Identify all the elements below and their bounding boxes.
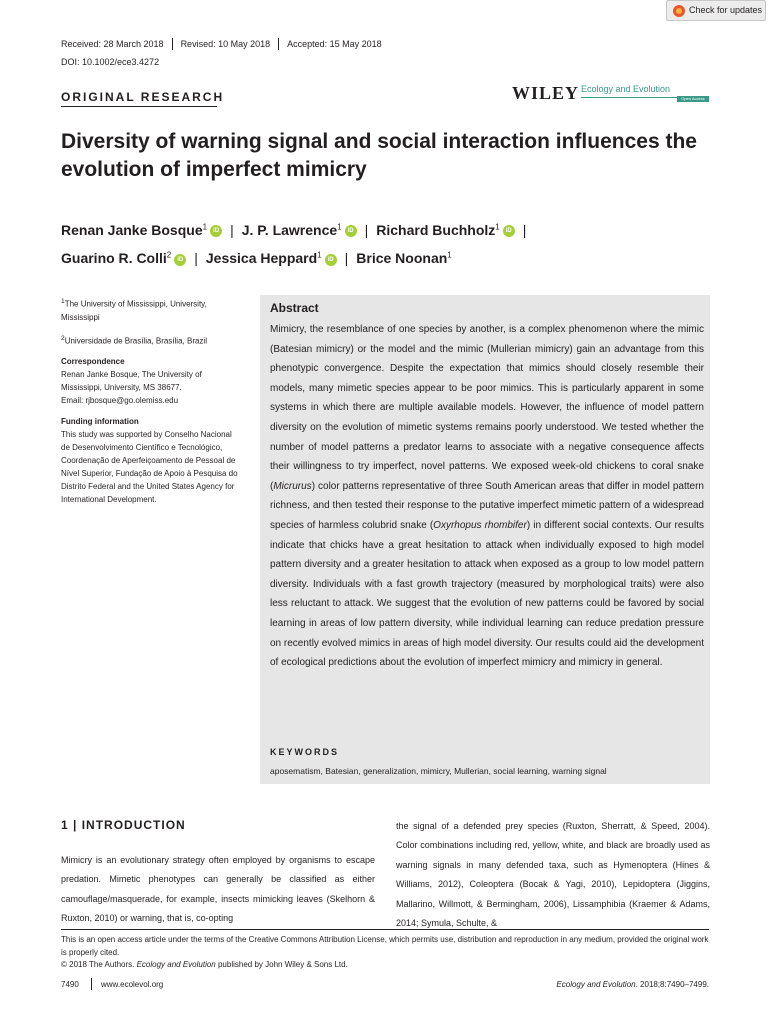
affiliation-1: $^1$The University of Mississippi, University, Mississippi <box>61 298 207 322</box>
copyright: © 2018 The Authors. Ecology and Evolution published by John Wiley & Sons Ltd. <box>61 960 348 969</box>
orcid-icon[interactable]: iD <box>503 225 515 237</box>
license-text: This is an open access article under the terms of the Creative Commons Attribution License, which permits use, distribution and reproduction in any medium, provided the original work is properly cited. <box>61 935 709 957</box>
publisher-logo: WILEY <box>512 83 580 103</box>
section-divider <box>61 106 217 107</box>
section-label: ORIGINAL RESEARCH <box>61 90 225 104</box>
revised-date: Revised: 10 May 2018 <box>172 38 279 50</box>
author[interactable]: Guarino R. Colli$^2$ <box>61 250 172 267</box>
author[interactable]: J. P. Lawrence$^1$ <box>241 221 342 238</box>
check-for-updates-button[interactable] <box>666 0 766 21</box>
page-number: 7490 <box>61 980 79 989</box>
keywords-text: aposematism, Batesian, generalization, mimicry, Mullerian, social learning, warning signal <box>270 766 607 776</box>
accepted-date: Accepted: 15 May 2018 <box>278 38 390 50</box>
author-list: Renan Janke Bosque$^1$ iD | J. P. Lawrence$^1$ iD | Richard Buchholz$^1$ iD | Guarino R. Colli$^2$ iD | Jessica Heppard$^1$ iD | Brice Noonan$^1$ <box>61 221 527 267</box>
article-dates <box>61 38 390 50</box>
affiliation-2: $^2$Universidade de Brasília, Brasília, Brazil <box>61 334 207 346</box>
correspondence-text: Renan Janke Bosque, The University of Mississippi, University, MS 38677. <box>61 370 202 393</box>
journal-name: Ecology and Evolution <box>581 84 671 94</box>
orcid-icon[interactable]: iD <box>345 225 357 237</box>
orcid-icon[interactable]: iD <box>174 254 186 266</box>
intro-column-2: the signal of a defended prey species (Ruxton, Sherratt, & Speed, 2004). Color combinations including red, yellow, white, and black are broadly used as warning signals in many defended taxa, such as Hymenoptera (Hines & Williams, 2012), Coleoptera (Bocak & Yagi, 2010), Lepidoptera (Jiggins, Mallarino, Willmott, & Bermingham, 2006), Lissamphibia (Kraemer & Adams, 2014; Symula, Schulte, & <box>396 821 710 929</box>
license-note <box>61 934 709 972</box>
author[interactable]: Jessica Heppard$^1$ <box>205 250 322 267</box>
article-title: Diversity of warning signal and social interaction influences the evolution of imperfect mimicry <box>61 130 697 181</box>
received-date: Received: 28 March 2018 <box>61 39 164 49</box>
funding-text: This study was supported by Conselho Nacional de Desenvolvimento Científico e Tecnológico, Coordenação de Aperfeiçoamento de Pessoal de Nível Superior, Fundação de Apoio à Pesquisa do Distrito Federal and the United States Agency for International Development. <box>61 430 238 505</box>
check-updates-label: Check for updates <box>689 5 763 15</box>
orcid-icon[interactable]: iD <box>325 254 337 266</box>
correspondence-heading: Correspondence <box>61 357 125 367</box>
orcid-icon[interactable]: iD <box>210 225 222 237</box>
author[interactable]: Brice Noonan$^1$ <box>356 250 452 267</box>
author[interactable]: Renan Janke Bosque$^1$ <box>61 221 208 238</box>
citation: Ecology and Evolution. 2018;8:7490–7499. <box>556 980 709 989</box>
open-access-badge: Open Access <box>677 96 709 102</box>
footer-separator <box>91 978 92 990</box>
doi: DOI: 10.1002/ece3.4272 <box>61 57 160 67</box>
keywords-heading: KEYWORDS <box>270 747 340 757</box>
author[interactable]: Richard Buchholz$^1$ <box>376 221 500 238</box>
crossmark-icon <box>673 5 685 17</box>
article-sidebar <box>61 295 241 514</box>
abstract-heading: Abstract <box>270 301 319 315</box>
abstract-text: Mimicry, the resemblance of one species by another, is a complex phenomenon where the mimic (Batesian mimicry) or the model and the mimic (Mullerian mimicry) gain an advantage from this phenotypic convergence. Despite the expectation that mimics should closely resemble their models, many mimetic species appear to be poor mimics. This is particularly apparent in some systems in which there are multiple available models. However, the influence of model pattern diversity on the evolution of mimetic systems remains poorly understood. We tested whether the number of model patterns a predator learns to associate with a negative consequence affects their willingness to try imperfect, novel patterns. We exposed week-old chickens to coral snake (Micrurus) color patterns representative of three South American areas that differ in model pattern richness, and then tested their response to the putative imperfect mimetic pattern of a widespread species of harmless colubrid snake (Oxyrhopus rhombifer) in different social contexts. Our results indicate that chicks have a great hesitation to attack when individually exposed to high model pattern diversity and a greater hesitation to attack when exposed as a group to low model pattern diversity. Individuals with a fast growth trajectory (measured by morphological traits) were also less reluctant to attack. We suggest that the evolution of new patterns could be favored by social learning in areas of low pattern diversity, while individual learning can reduce predation pressure on recently evolved mimics in areas of high model diversity. Our results could aid the development of ecological predictions about the evolution of imperfect mimicry and mimicry in general. <box>270 324 704 669</box>
journal-website-link[interactable]: www.ecolevol.org <box>101 980 164 989</box>
correspondence-email[interactable]: Email: rjbosque@go.olemiss.edu <box>61 396 179 406</box>
funding-heading: Funding information <box>61 417 139 427</box>
introduction-heading: 1 | INTRODUCTION <box>61 818 186 832</box>
intro-column-1: Mimicry is an evolutionary strategy often employed by organisms to escape predation. Mimetic phenotypes can generally be classified as either camouflage/masquerade, for example, insects mimicking leaves (Skelhorn & Ruxton, 2010) or warning, that is, co-opting <box>61 855 375 924</box>
footer-divider <box>61 929 709 930</box>
